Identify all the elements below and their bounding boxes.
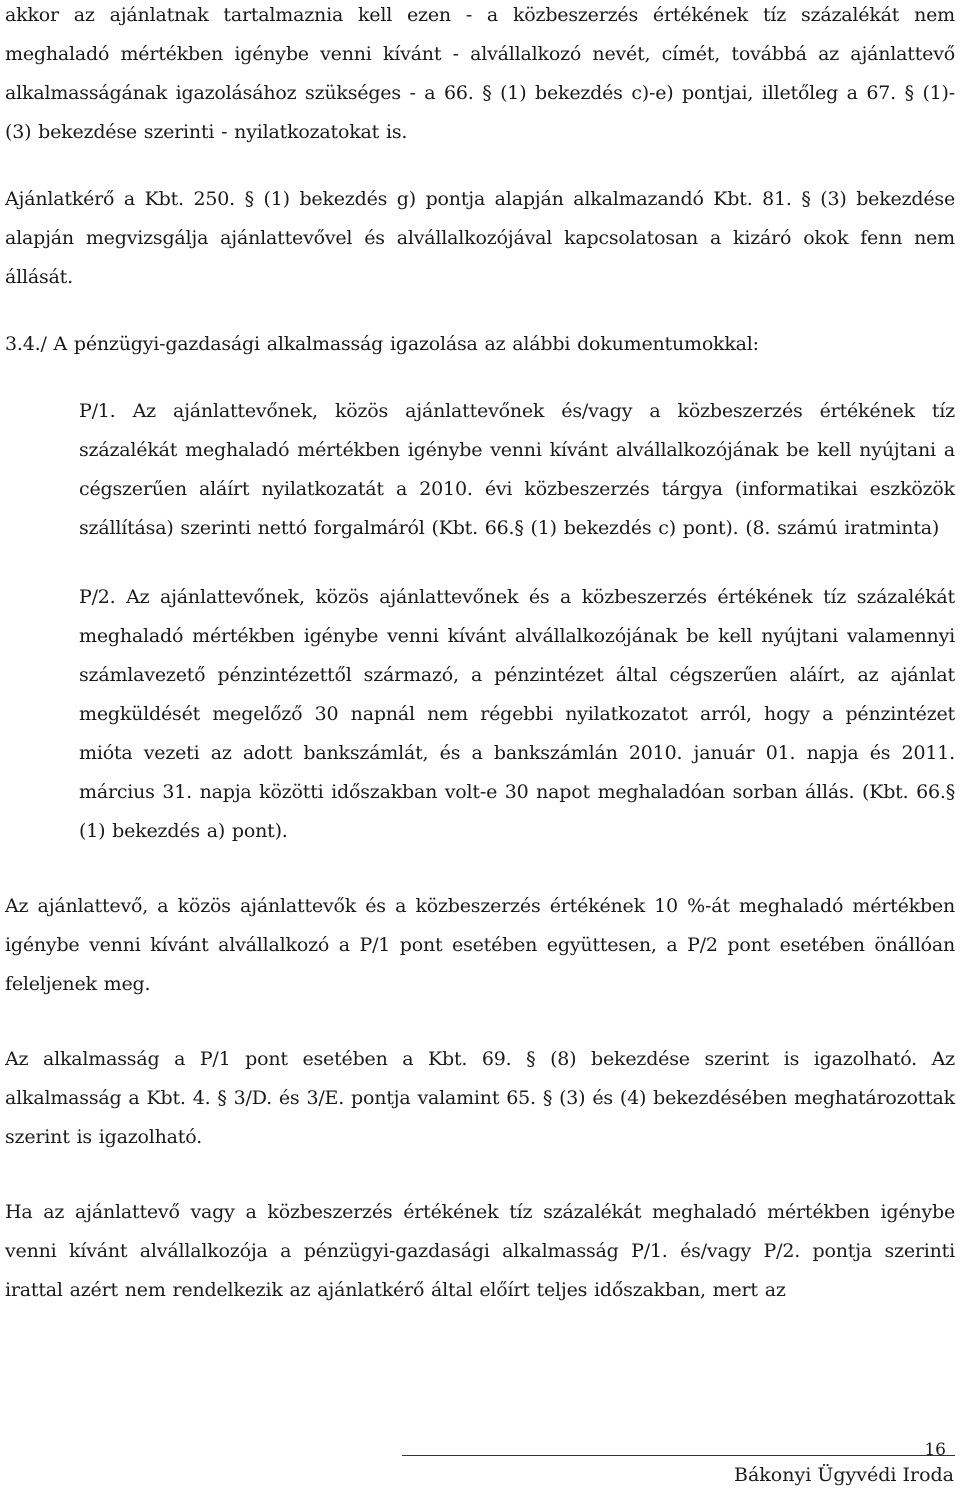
paragraph-p1: P/1. Az ajánlattevőnek, közös ajánlattevőnek és/vagy a közbeszerzés értékének tíz százalékát meghaladó mértékben igénybe venni kívánt alvállalkozójának be kell nyújtani a cégszerűen aláírt nyilatkozatát a 2010. évi közbeszerzés tárgya (informatikai eszközök szállítása) szerinti nettó forgalmáról (Kbt. 66.§ (1) bekezdés c) pont). (8. számú iratminta) xyxy=(79,400,955,539)
paragraph-missing-documents: Ha az ajánlattevő vagy a közbeszerzés értékének tíz százalékát meghaladó mértékben igénybe venni kívánt alvállalkozója a pénzügyi-gazdasági alkalmasság P/1. és/vagy P/2. pontja szerinti irattal azért nem rendelkezik az ajánlatkérő által előírt teljes időszakban, mert az xyxy=(5,1201,955,1301)
footer-firm-name: Bákonyi Ügyvédi Iroda xyxy=(733,1464,954,1486)
paragraph-subcontractor-declarations: akkor az ajánlatnak tartalmaznia kell ezen - a közbeszerzés értékének tíz százalékát nem meghaladó mértékben igénybe venni kívánt - alvállalkozó nevét, címét, továbbá az ajánlattevő alkalmasságának igazolásához szükséges - a 66. § (1) bekezdés c)-e) pontjai, illetőleg a 67. § (1)-(3) bekezdése szerinti - nyilatkozatokat is. xyxy=(5,4,955,143)
document-page xyxy=(5,0,955,1310)
paragraph-p2: P/2. Az ajánlattevőnek, közös ajánlattevőnek és a közbeszerzés értékének tíz százalékát meghaladó mértékben igénybe venni kívánt alvállalkozójának be kell nyújtani valamennyi számlavezető pénzintézettől származó, a pénzintézet által cégszerűen aláírt, az ajánlat megküldését megelőző 30 napnál nem régebbi nyilatkozatot arról, hogy a pénzintézet mióta vezeti az adott bankszámlát, és a bankszámlán 2010. január 01. napja és 2011. március 31. napja közötti időszakban volt-e 30 napot meghaladóan sorban állás. (Kbt. 66.§ (1) bekezdés a) pont). xyxy=(79,586,955,842)
paragraph-joint-compliance: Az ajánlattevő, a közös ajánlattevők és a közbeszerzés értékének 10 %-át meghaladó mértékben igénybe venni kívánt alvállalkozó a P/1 pont esetében együttesen, a P/2 pont esetében önállóan feleljenek meg. xyxy=(5,895,955,995)
section-heading-financial-capacity: 3.4./ A pénzügyi-gazdasági alkalmasság igazolása az alábbi dokumentumokkal: xyxy=(5,333,759,355)
paragraph-exclusion-grounds: Ajánlatkérő a Kbt. 250. § (1) bekezdés g) pontja alapján alkalmazandó Kbt. 81. § (3) bekezdése alapján megvizsgálja ajánlattevővel és alvállalkozójával kapcsolatosan a kizáró okok fenn nem állását. xyxy=(5,188,955,288)
paragraph-alternative-proof: Az alkalmasság a P/1 pont esetében a Kbt. 69. § (8) bekezdése szerint is igazolható. Az alkalmasság a Kbt. 4. § 3/D. és 3/E. pontja valamint 65. § (3) és (4) bekezdésében meghatározottak szerint is igazolható. xyxy=(5,1048,955,1148)
footer-divider xyxy=(402,1455,955,1456)
page-number: 16 xyxy=(924,1440,946,1460)
page-footer xyxy=(0,1440,960,1488)
